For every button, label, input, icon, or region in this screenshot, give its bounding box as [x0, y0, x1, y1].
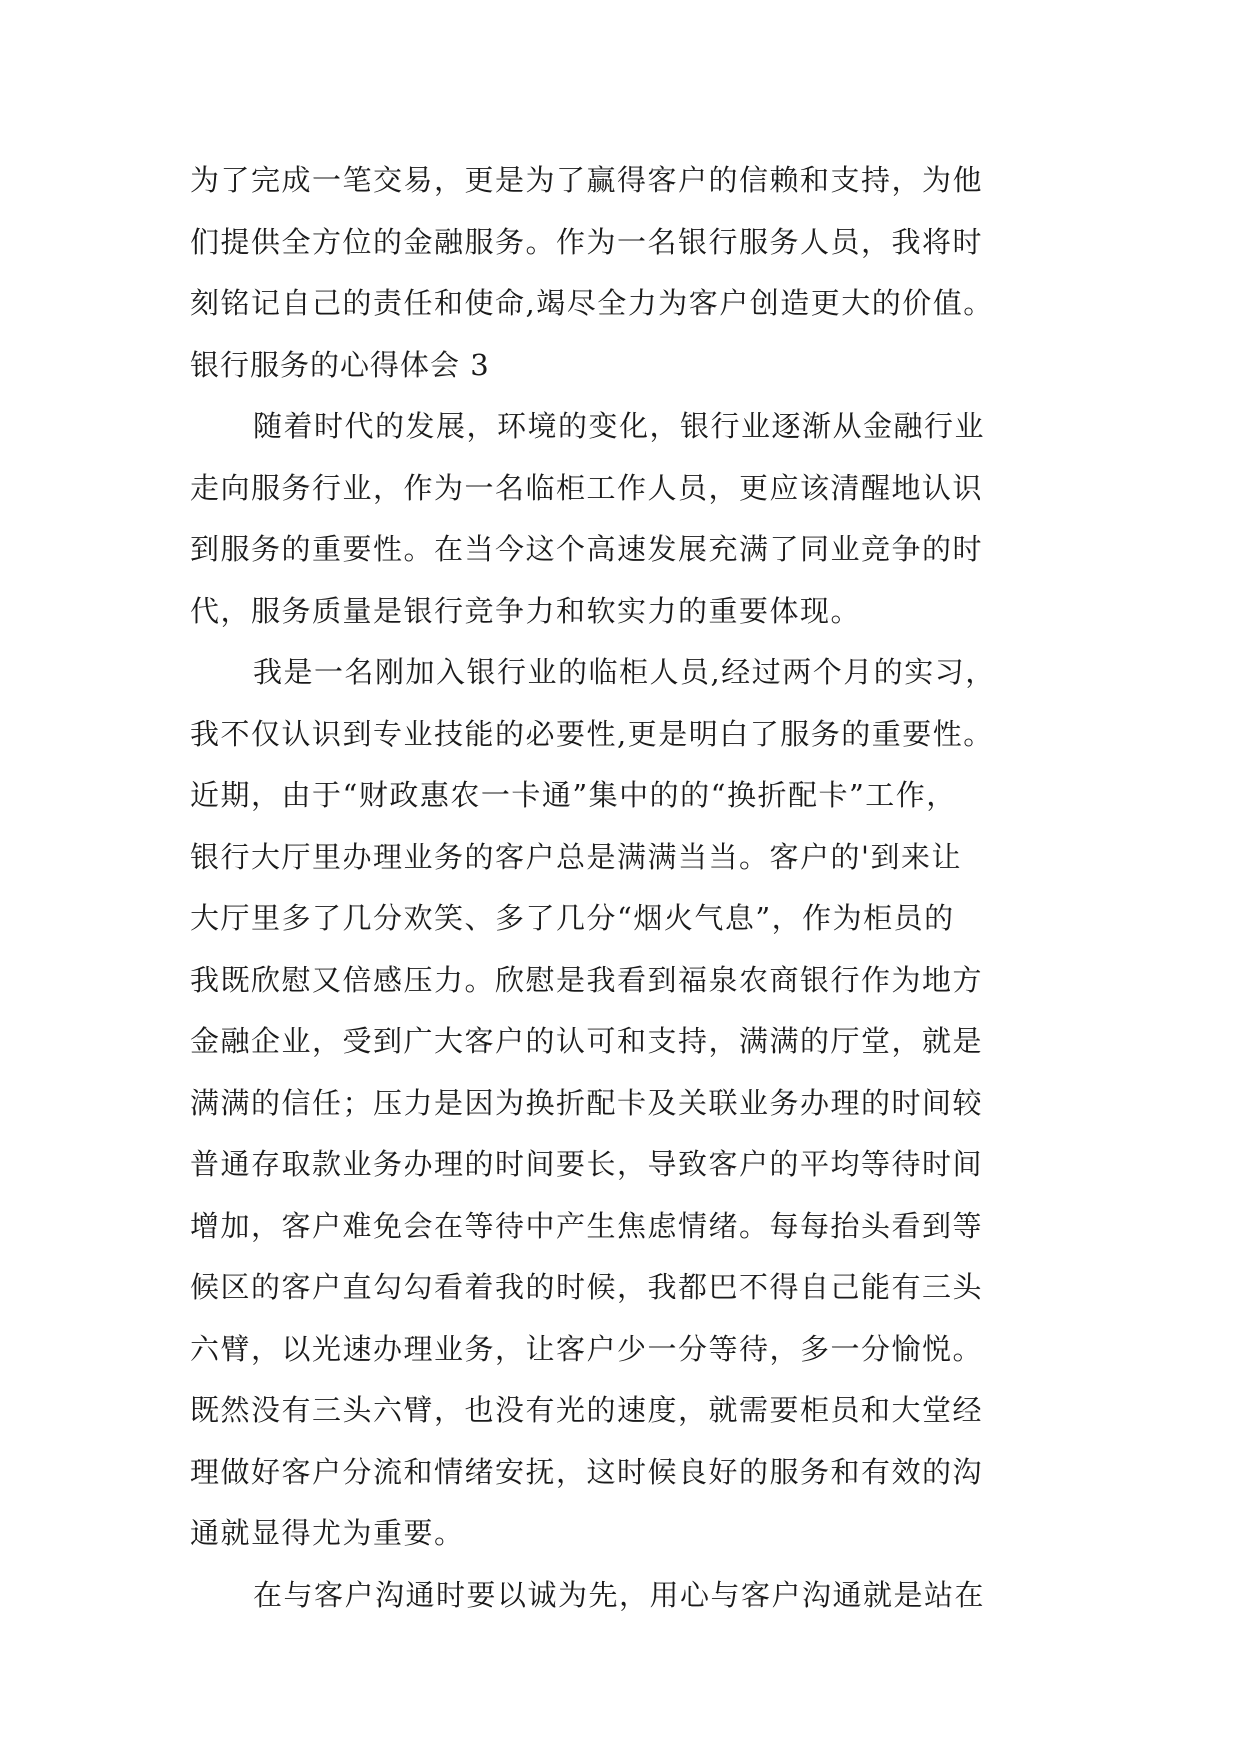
body-line: 为了完成一笔交易，更是为了赢得客户的信赖和支持，为他: [190, 163, 984, 197]
document-body: [190, 162, 1090, 1638]
body-line: 银行大厅里办理业务的客户总是满满当当。客户的'到来让: [190, 839, 962, 874]
body-line: 代，服务质量是银行竞争力和软实力的重要体现。: [190, 593, 862, 628]
body-line: 们提供全方位的金融服务。作为一名银行服务人员，我将时: [190, 224, 984, 259]
body-line: 满满的信任；压力是因为换折配卡及关联业务办理的时间较: [190, 1085, 984, 1120]
paragraph-first-line: 随着时代的发展，环境的变化，银行业逐渐从金融行业: [253, 409, 986, 443]
body-line: 增加，客户难免会在等待中产生焦虑情绪。每每抬头看到等: [190, 1208, 984, 1243]
body-line: 我既欣慰又倍感压力。欣慰是我看到福泉农商银行作为地方: [190, 962, 984, 997]
body-line: 候区的客户直勾勾看着我的时候，我都巴不得自己能有三头: [190, 1270, 984, 1304]
body-line: 刻铭记自己的责任和使命,竭尽全力为客户创造更大的价值。: [190, 286, 994, 320]
body-line: 普通存取款业务办理的时间要长，导致客户的平均等待时间: [190, 1147, 984, 1181]
paragraph-first-line: 我是一名刚加入银行业的临柜人员,经过两个月的实习，: [253, 655, 996, 689]
body-line: 通就显得尤为重要。: [190, 1516, 465, 1550]
body-line: 六臂，以光速办理业务，让客户少一分等待，多一分愉悦。: [190, 1331, 984, 1366]
section-heading: 银行服务的心得体会 3: [190, 347, 490, 382]
body-line: 理做好客户分流和情绪安抚，这时候良好的服务和有效的沟: [190, 1454, 984, 1489]
body-line: 我不仅认识到专业技能的必要性,更是明白了服务的重要性。: [190, 716, 994, 751]
paragraph-first-line: 在与客户沟通时要以诚为先，用心与客户沟通就是站在: [253, 1577, 986, 1612]
body-line: 近期，由于“财政惠农一卡通”集中的的“换折配卡”工作，: [190, 778, 957, 812]
body-line: 走向服务行业，作为一名临柜工作人员，更应该清醒地认识: [190, 470, 984, 505]
body-line: 既然没有三头六臂，也没有光的速度，就需要柜员和大堂经: [190, 1393, 984, 1427]
body-line: 到服务的重要性。在当今这个高速发展充满了同业竞争的时: [190, 532, 984, 566]
body-line: 金融企业，受到广大客户的认可和支持，满满的厅堂，就是: [190, 1024, 984, 1058]
body-line: 大厅里多了几分欢笑、多了几分“烟火气息”，作为柜员的: [190, 901, 955, 935]
